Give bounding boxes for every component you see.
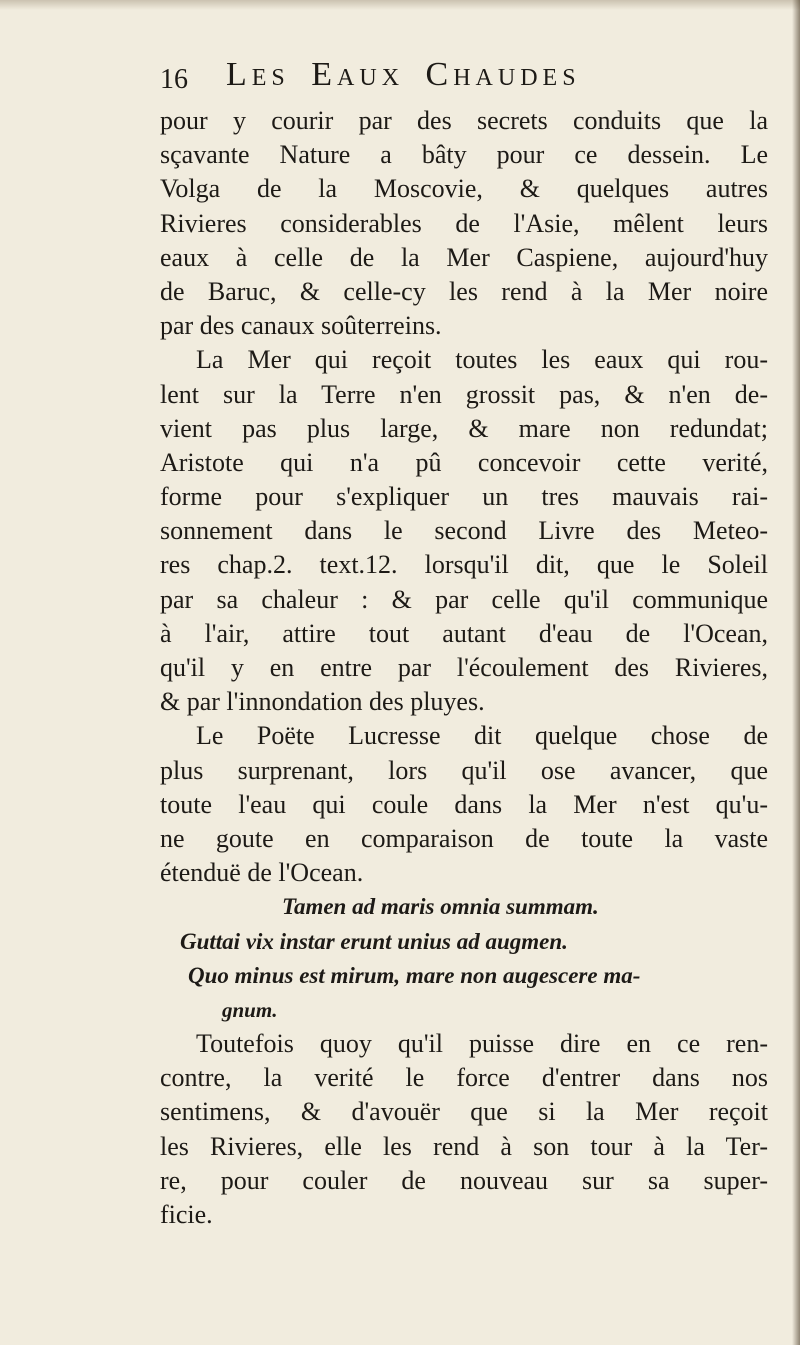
text-line: sonnement dans le second Livre des Meteo- <box>160 516 768 546</box>
text-line: Aristote qui n'a pû concevoir cette verité, <box>160 447 768 477</box>
text-line: sçavante Nature a bâty pour ce dessein. Le <box>160 140 768 170</box>
text-line: La Mer qui reçoit toutes les eaux qui rou- <box>196 345 768 375</box>
text-line: qu'il y en entre par l'écoulement des Rivieres, <box>160 653 768 682</box>
text-line: par des canaux soûterreins. <box>160 311 442 341</box>
text-line: ficie. <box>160 1200 213 1229</box>
text-line: re, pour couler de nouveau sur sa super- <box>160 1165 768 1195</box>
verse-line: gnum. <box>222 997 278 1022</box>
text-line: de Baruc, & celle-cy les rend à la Mer noire <box>160 276 768 306</box>
page-number: 16 <box>160 64 188 95</box>
text-line: forme pour s'expliquer un tres mauvais rai- <box>160 482 768 512</box>
verse-line: Guttai vix instar erunt unius ad augmen. <box>180 928 568 954</box>
text-line: à l'air, attire tout autant d'eau de l'Ocean, <box>160 618 768 648</box>
page-gutter-shadow <box>792 0 800 1345</box>
running-title: Les Eaux Chaudes <box>226 56 581 93</box>
text-line: Toutefois quoy qu'il puisse dire en ce ren- <box>196 1029 768 1059</box>
text-line: vient pas plus large, & mare non redundat; <box>160 413 768 443</box>
text-line: lent sur la Terre n'en grossit pas, & n'en de- <box>160 379 768 409</box>
verse-line: Quo minus est mirum, mare non augescere ma- <box>188 962 641 988</box>
text-line: Le Poëte Lucresse dit quelque chose de <box>196 721 768 751</box>
running-header <box>160 52 770 102</box>
text-line: plus surprenant, lors qu'il ose avancer, que <box>160 755 768 785</box>
text-line: les Rivieres, elle les rend à son tour à la Ter- <box>160 1131 768 1161</box>
text-line: sentimens, & d'avouër que si la Mer reçoit <box>160 1097 768 1127</box>
text-line: Rivieres considerables de l'Asie, mêlent leurs <box>160 208 768 238</box>
text-line: contre, la verité le force d'entrer dans nos <box>160 1063 768 1093</box>
text-line: Volga de la Moscovie, & quelques autres <box>160 174 768 204</box>
text-line: par sa chaleur : & par celle qu'il communique <box>160 584 768 614</box>
text-line: étenduë de l'Ocean. <box>160 858 364 888</box>
text-line: pour y courir par des secrets conduits que la <box>160 106 768 135</box>
text-line: res chap.2. text.12. lorsqu'il dit, que le Soleil <box>160 550 768 580</box>
text-line: & par l'innondation des pluyes. <box>160 687 485 717</box>
page-top-shadow <box>0 0 800 10</box>
page-body-text <box>160 104 768 1232</box>
text-line: toute l'eau qui coule dans la Mer n'est qu'u- <box>160 789 768 819</box>
verse-line: Tamen ad maris omnia summam. <box>282 894 599 920</box>
text-line: ne goute en comparaison de toute la vaste <box>160 823 768 853</box>
text-line: eaux à celle de la Mer Caspiene, aujourd'huy <box>160 242 768 272</box>
